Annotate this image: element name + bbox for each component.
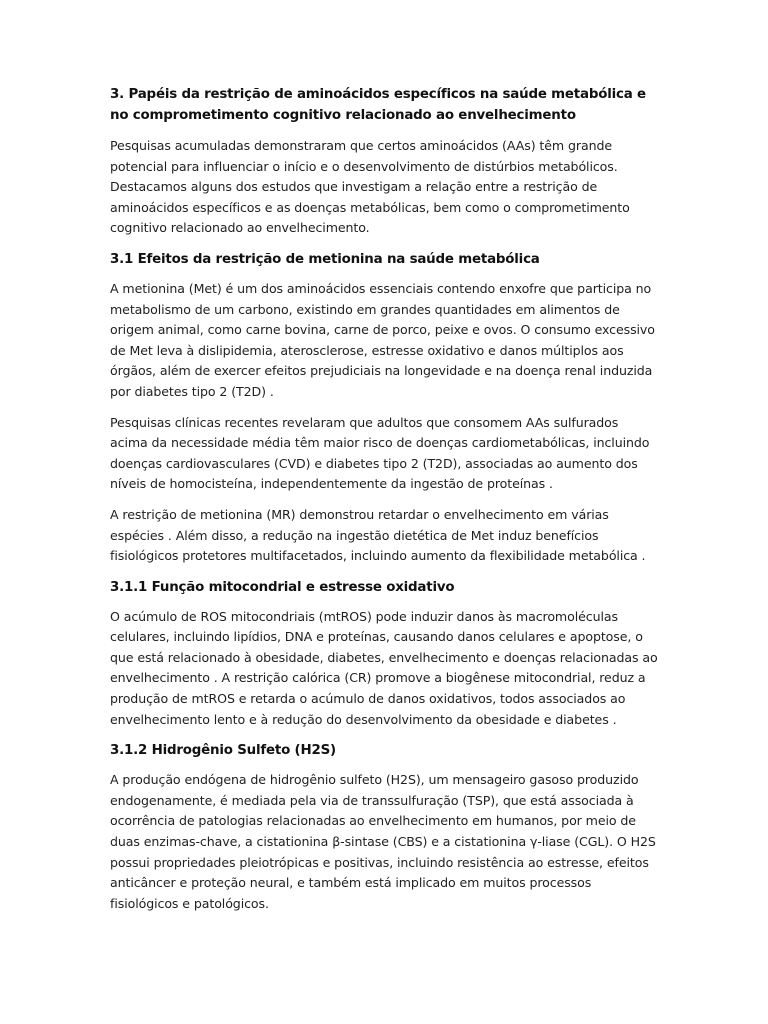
- section-heading-3-1-1: 3.1.1 Função mitocondrial e estresse oxidativo: [110, 579, 455, 595]
- paragraph: A produção endógena de hidrogênio sulfeto (H2S), um mensageiro gasoso produzido endogenamente, é mediada pela via de transsulfuração (TSP), que está associada à ocorrência de patologias relacionadas ao envelhecimento em humanos, por meio de duas enzimas-chave, a cistationina β-sintase (CBS) e a cistationina γ-liase (CGL). O H2S possui propriedades pleiotrópicas e positivas, incluindo resistência ao estresse, efeitos anticâncer e proteção neural, e também está implicado em muitos processos fisiológicos e patológicos.: [110, 772, 656, 911]
- section-heading-3: 3. Papéis da restrição de aminoácidos específicos na saúde metabólica e no comprometimento cognitivo relacionado ao envelhecimento: [110, 87, 646, 123]
- paragraph: A metionina (Met) é um dos aminoácidos essenciais contendo enxofre que participa no metabolismo de um carbono, existindo em grandes quantidades em alimentos de origem animal, como carne bovina, carne de porco, peixe e ovos. O consumo excessivo de Met leva à dislipidemia, aterosclerose, estresse oxidativo e danos múltiplos aos órgãos, além de exercer efeitos prejudiciais na longevidade e na doença renal induzida por diabetes tipo 2 (T2D) .: [110, 280, 655, 399]
- paragraph: A restrição de metionina (MR) demonstrou retardar o envelhecimento em várias espécies . Além disso, a redução na ingestão dietética de Met induz benefícios fisiológicos protetores multifacetados, incluindo aumento da flexibilidade metabólica .: [110, 506, 646, 564]
- paragraph: Pesquisas clínicas recentes revelaram que adultos que consomem AAs sulfurados acima da necessidade média têm maior risco de doenças cardiometabólicas, incluindo doenças cardiovasculares (CVD) e diabetes tipo 2 (T2D), associadas ao aumento dos níveis de homocisteína, independentemente da ingestão de proteínas .: [110, 414, 650, 492]
- paragraph: Pesquisas acumuladas demonstraram que certos aminoácidos (AAs) têm grande potencial para influenciar o início e o desenvolvimento de distúrbios metabólicos. Destacamos alguns dos estudos que investigam a relação entre a restrição de aminoácidos específicos e as doenças metabólicas, bem como o comprometimento cognitivo relacionado ao envelhecimento.: [110, 138, 630, 236]
- section-heading-3-1-2: 3.1.2 Hidrogênio Sulfeto (H2S): [110, 743, 336, 759]
- section-heading-3-1: 3.1 Efeitos da restrição de metionina na saúde metabólica: [110, 251, 540, 267]
- paragraph: O acúmulo de ROS mitocondriais (mtROS) pode induzir danos às macromoléculas celulares, incluindo lipídios, DNA e proteínas, causando danos celulares e apoptose, o que está relacionado à obesidade, diabetes, envelhecimento e doenças relacionadas ao envelhecimento . A restrição calórica (CR) promove a biogênese mitocondrial, reduz a produção de mtROS e retarda o acúmulo de danos oxidativos, todos associados ao envelhecimento lento e à redução do desenvolvimento da obesidade e diabetes .: [110, 608, 658, 727]
